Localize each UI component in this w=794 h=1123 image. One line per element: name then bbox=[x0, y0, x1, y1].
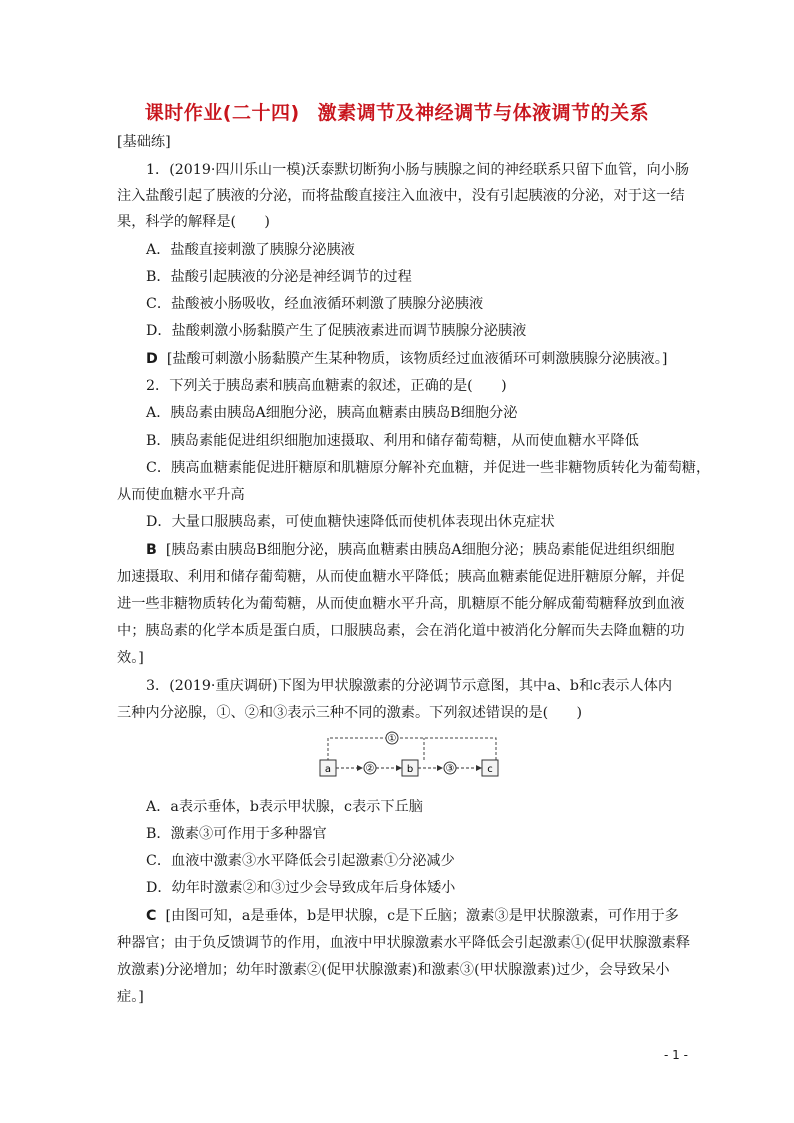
q2-answer-text-4: 中；胰岛素的化学本质是蛋白质，口服胰岛素，会在消化道中被消化分解而失去降血糖的功 bbox=[117, 623, 685, 639]
q3-option-c: C．血液中激素③水平降低会引起激素①分泌减少 bbox=[146, 853, 455, 869]
q1-line-2: 注入盐酸引起了胰液的分泌，而将盐酸直接注入血液中，没有引起胰液的分泌，对于这一结 bbox=[117, 188, 685, 204]
q1-line-3: 果，科学的解释是( ) bbox=[117, 214, 270, 230]
q3-answer bbox=[146, 906, 679, 926]
gland-c-label: c bbox=[487, 764, 493, 775]
q2-answer bbox=[146, 540, 674, 560]
q2-answer-text-3: 进一些非糖物质转化为葡萄糖，从而使血糖水平升高，肌糖原不能分解成葡萄糖释放到血液 bbox=[117, 596, 685, 612]
q3-option-b: B．激素③可作用于多种器官 bbox=[146, 826, 327, 842]
gland-a-label: a bbox=[324, 764, 332, 775]
q1-option-a: A．盐酸直接刺激了胰腺分泌胰液 bbox=[146, 242, 355, 258]
q2-line-1: 2．下列关于胰岛素和胰高血糖素的叙述，正确的是( ) bbox=[146, 378, 507, 394]
q1-answer-text: [盐酸可刺激小肠黏膜产生某种物质，该物质经过血液循环可刺激胰腺分泌胰液。] bbox=[166, 351, 668, 367]
q3-answer-text-2: 种器官；由于负反馈调节的作用，血液中甲状腺激素水平降低会引起激素①(促甲状腺激素释 bbox=[117, 935, 691, 951]
q1-option-b: B．盐酸引起胰液的分泌是神经调节的过程 bbox=[146, 269, 412, 285]
q3-answer-letter: C bbox=[146, 908, 157, 924]
q2-answer-text-5: 效。] bbox=[117, 650, 144, 666]
feedback-line bbox=[328, 738, 496, 760]
q2-option-c-cont: 从而使血糖水平升高 bbox=[117, 487, 245, 503]
q3-answer-text-4: 症。] bbox=[117, 989, 144, 1005]
q2-option-a: A．胰岛素由胰岛A细胞分泌，胰高血糖素由胰岛B细胞分泌 bbox=[146, 405, 518, 421]
q1-option-c: C．盐酸被小肠吸收，经血液循环刺激了胰腺分泌胰液 bbox=[146, 296, 484, 312]
hormone-1-label: ① bbox=[387, 733, 397, 745]
q1-line-1: 1．(2019·四川乐山一模)沃泰默切断狗小肠与胰腺之间的神经联系只留下血管，向小肠 bbox=[146, 162, 690, 178]
section-label: [基础练] bbox=[117, 134, 171, 150]
q3-line-1: 3．(2019·重庆调研)下图为甲状腺激素的分泌调节示意图，其中a、b和c表示人体内 bbox=[146, 678, 673, 694]
page-title bbox=[0, 98, 794, 125]
title-left: 课时作业(二十四) bbox=[144, 102, 300, 124]
q2-answer-text-1: [胰岛素由胰岛B细胞分泌，胰高血糖素由胰岛A细胞分泌；胰岛素能促进组织细胞 bbox=[165, 542, 675, 558]
q1-option-d: D．盐酸刺激小肠黏膜产生了促胰液素进而调节胰腺分泌胰液 bbox=[146, 323, 527, 339]
q3-line-2: 三种内分泌腺，①、②和③表示三种不同的激素。下列叙述错误的是( ) bbox=[117, 705, 583, 721]
q2-answer-letter: B bbox=[146, 542, 157, 558]
q3-answer-text-1: [由图可知，a是垂体，b是甲状腺，c是下丘脑；激素③是甲状腺激素，可作用于多 bbox=[165, 908, 679, 924]
q2-option-b: B．胰岛素能促进组织细胞加速摄取、利用和储存葡萄糖，从而使血糖水平降低 bbox=[146, 433, 639, 449]
q2-option-c: C．胰高血糖素能促进肝糖原和肌糖原分解补充血糖，并促进一些非糖物质转化为葡萄糖， bbox=[146, 460, 711, 476]
page-number: - 1 - bbox=[664, 1048, 688, 1062]
title-right: 激素调节及神经调节与体液调节的关系 bbox=[317, 102, 650, 124]
q1-answer bbox=[146, 349, 667, 369]
thyroid-regulation-diagram bbox=[316, 730, 504, 782]
hormone-3-label: ③ bbox=[445, 763, 455, 775]
q2-option-d: D．大量口服胰岛素，可使血糖快速降低而使机体表现出休克症状 bbox=[146, 514, 555, 530]
gland-b-label: b bbox=[406, 764, 414, 775]
q1-answer-letter: D bbox=[146, 351, 158, 367]
q3-option-a: A．a表示垂体，b表示甲状腺，c表示下丘脑 bbox=[146, 799, 423, 815]
q3-option-d: D．幼年时激素②和③过少会导致成年后身体矮小 bbox=[146, 880, 456, 896]
hormone-2-label: ② bbox=[365, 763, 375, 775]
q2-answer-text-2: 加速摄取、利用和储存葡萄糖，从而使血糖水平降低；胰高血糖素能促进肝糖原分解，并促 bbox=[117, 569, 685, 585]
q3-answer-text-3: 放激素)分泌增加；幼年时激素②(促甲状腺激素)和激素③(甲状腺激素)过少，会导致呆小 bbox=[117, 962, 670, 978]
